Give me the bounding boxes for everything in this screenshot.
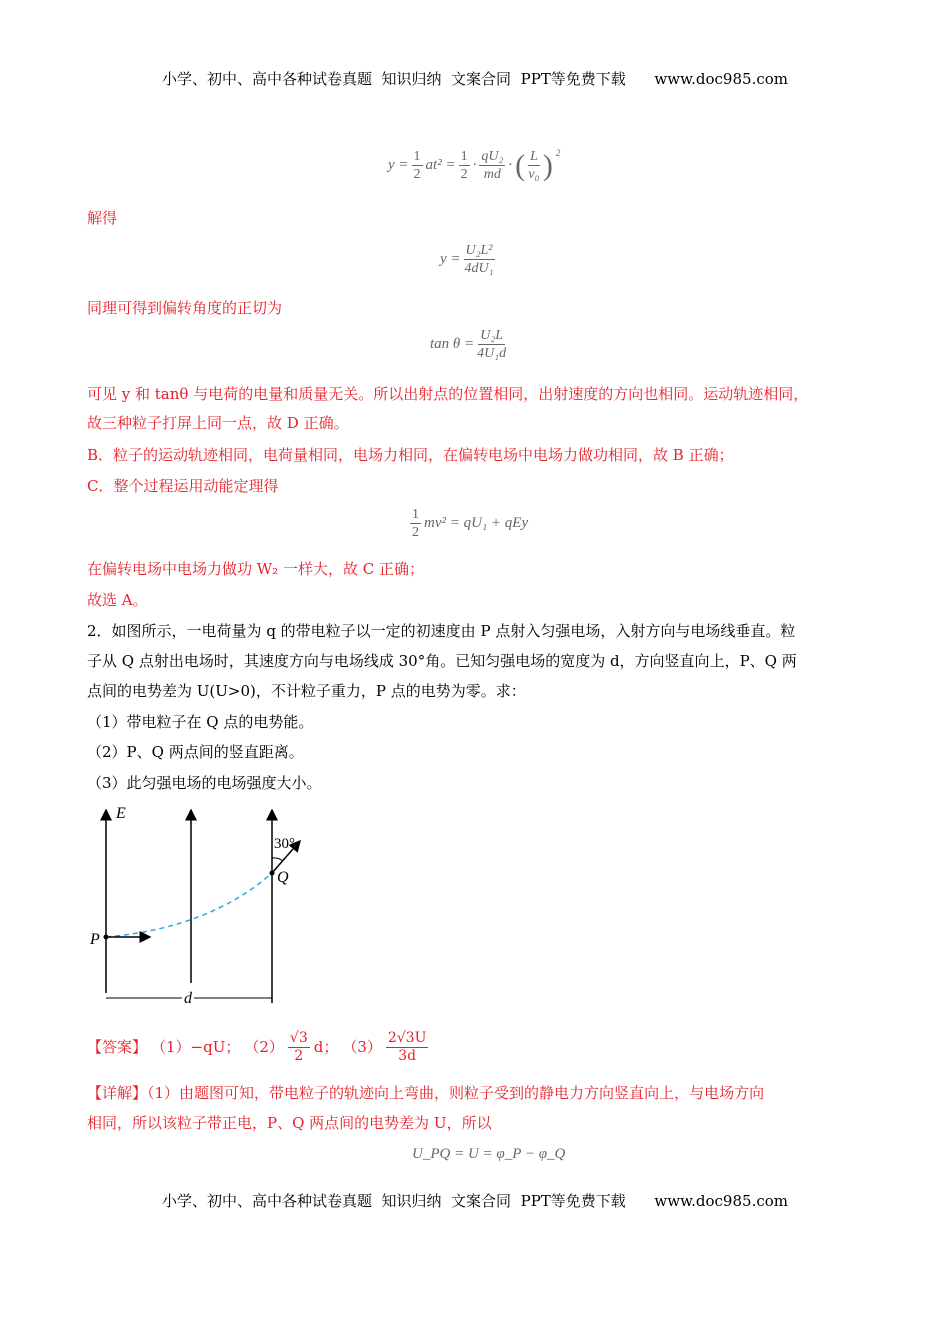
angle-arc [272, 858, 283, 861]
text-tongli: 同理可得到偏转角度的正切为 [87, 299, 283, 317]
page-footer: 小学、初中、高中各种试卷真题 知识归纳 文案合同 PPT等免费下载 www.doc985.com [161, 1192, 788, 1210]
formula-energy [410, 506, 528, 541]
question-2-line-1: 2．如图所示，一电荷量为 q 的带电粒子以一定的初速度由 P 点射入匀强电场，入射方向与电场线垂直。粒 [87, 622, 796, 640]
formula-text: at² = [425, 157, 456, 173]
frac-num: U₂L² [465, 243, 493, 258]
frac-den: 4dU₁ [464, 261, 494, 276]
point-p [104, 935, 109, 940]
answer-1: （1）−qU； [151, 1038, 241, 1056]
detail-text: （1）由题图可知，带电粒子的轨迹向上弯曲，则粒子受到的静电力方向竖直向上，与电场方向 [147, 1084, 765, 1102]
option-c: C．整个过程运用动能定理得 [87, 477, 279, 495]
formula-potential-difference [412, 1146, 565, 1163]
formula-text: tan θ = [430, 336, 475, 352]
formula-text: U_PQ = U = φ_P − φ_Q [412, 1146, 566, 1162]
frac-den: v₀ [528, 167, 540, 182]
label-q: Q [277, 869, 289, 886]
para-2: 故三种粒子打屏上同一点，故 D 正确。 [87, 414, 349, 432]
answer-line [87, 1024, 428, 1070]
formula-text: mv² = qU₁ + qEy [424, 515, 529, 531]
detail-label: 【详解】 [87, 1084, 148, 1102]
question-2-line-2: 子从 Q 点射出电场时，其速度方向与电场线成 30°角。已知匀强电场的宽度为 d，方向竖直向上，P、Q 两 [87, 652, 797, 670]
frac-num: 1 [413, 149, 421, 164]
frac-num: qU₂ [481, 149, 504, 164]
answer-2-prefix: （2） [244, 1038, 284, 1056]
frac-num: 2√3U [387, 1029, 427, 1046]
frac-den: md [483, 167, 501, 182]
answer-3-prefix: （3） [342, 1038, 382, 1056]
answer-label: 【答案】 [87, 1038, 148, 1056]
formula-text: y = [440, 251, 461, 267]
formula-tan [430, 327, 506, 362]
para-choose-a: 故选 A。 [87, 591, 148, 609]
frac-num: L [530, 149, 538, 164]
frac-num: 1 [412, 507, 419, 522]
label-angle: 30° [274, 836, 295, 852]
frac-den: 3d [398, 1047, 417, 1064]
frac-den: 2 [412, 525, 419, 540]
exponent: 2 [555, 148, 561, 158]
text-jiede: 解得 [87, 209, 118, 227]
para-1: 可见 y 和 tanθ 与电荷的电量和质量无关。所以出射点的位置相同，出射速度的方向也相同。运动轨迹相同， [87, 385, 809, 403]
detail-line-1 [87, 1083, 764, 1103]
label-p: P [90, 931, 100, 948]
frac-den: 2 [460, 167, 468, 182]
frac-num: √3 [289, 1029, 308, 1046]
label-d: d [184, 990, 192, 1007]
page-header: 小学、初中、高中各种试卷真题 知识归纳 文案合同 PPT等免费下载 www.doc985.com [161, 70, 788, 88]
frac-num: 1 [460, 149, 468, 164]
question-2-line-3: 点间的电势差为 U(U>0)，不计粒子重力，P 点的电势为零。求： [87, 682, 526, 700]
formula-y-result [440, 242, 495, 277]
option-b: B．粒子的运动轨迹相同，电荷量相同，电场力相同，在偏转电场中电场力做功相同，故 B 正确； [87, 446, 734, 464]
formula-text: y = [388, 157, 409, 173]
label-e: E [116, 805, 126, 822]
point-q [270, 871, 275, 876]
para-w2: 在偏转电场中电场力做功 W₂ 一样大，故 C 正确； [87, 560, 424, 578]
trajectory-curve [106, 873, 272, 937]
sub-question-1: （1）带电粒子在 Q 点的电势能。 [87, 713, 314, 731]
frac-den: 2 [294, 1047, 304, 1064]
formula-y-displacement: y = $\frac{1}{2}$ at² = $\frac{1}{2}$ · $\frac{\text{qU₂}}{md}$ · ( $\frac{L}{\text{v₀}}$ ) $^2$ [388, 148, 561, 182]
detail-line-2: 相同，所以该粒子带正电，P、Q 两点间的电势差为 U，所以 [87, 1114, 492, 1132]
frac-num: U₂L [480, 328, 504, 343]
sub-question-3: （3）此匀强电场的电场强度大小。 [87, 774, 322, 792]
answer-2-tail: d； [313, 1038, 339, 1056]
frac-den: 4U₁d [477, 346, 507, 361]
frac-den: 2 [413, 167, 421, 182]
sub-question-2: （2）P、Q 两点间的竖直距离。 [87, 743, 304, 761]
electric-field-diagram [80, 798, 320, 1013]
